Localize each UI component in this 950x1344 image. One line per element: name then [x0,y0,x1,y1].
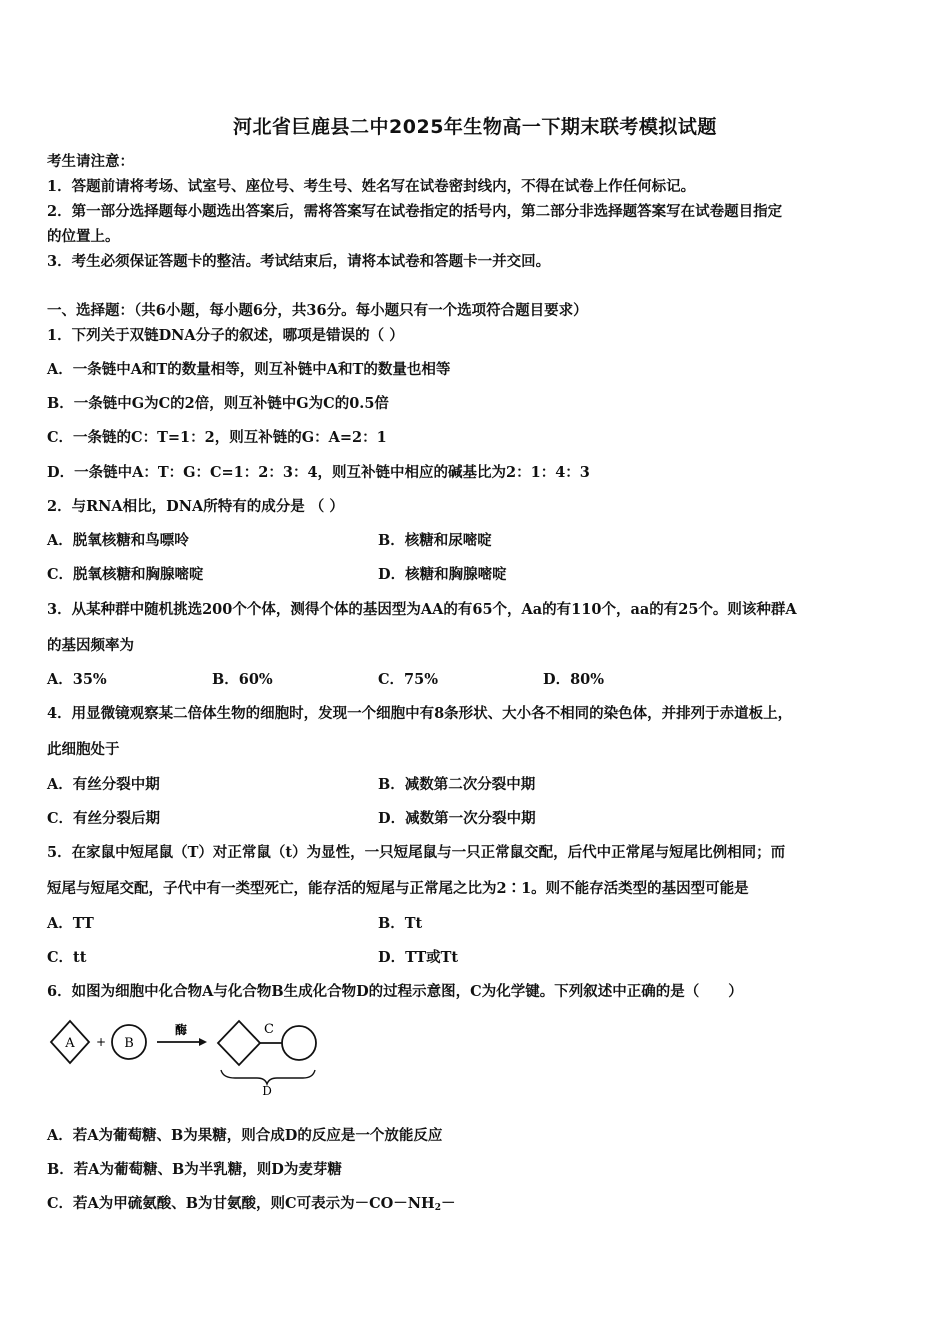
q3-stem-cont: 的基因频率为 [47,637,134,654]
q6-option-c [47,1194,455,1218]
enzyme-label: 酶 [174,1023,188,1037]
notice-item-1: 1．答题前请将考场、试室号、座位号、考生号、姓名写在试卷密封线内，不得在试卷上作任何标记。 [47,178,696,195]
q5-option-a: A．TT [47,915,94,932]
q4-stem: 4．用显微镜观察某二倍体生物的细胞时，发现一个细胞中有8条形状、大小各不相同的染色体，并排列于赤道板上， [47,705,793,722]
label-c: C [264,1022,274,1037]
label-a: A [65,1036,75,1051]
q1-stem: 1．下列关于双链DNA分子的叙述，哪项是错误的（ ） [47,327,404,344]
section-heading: 一、选择题：（共6小题，每小题6分，共36分。每小题只有一个选项符合题目要求） [47,302,588,319]
q4-option-a: A．有丝分裂中期 [47,776,160,793]
reaction-arrow-head [199,1038,207,1046]
q6-option-c-end: － [440,1195,456,1212]
notice-heading: 考生请注意： [47,153,134,170]
q2-option-c: C．脱氧核糖和胸腺嘧啶 [47,566,204,583]
q2-option-b: B．核糖和尿嘧啶 [378,532,492,549]
q5-option-c: C．tt [47,949,87,966]
product-circle [282,1026,316,1060]
q4-stem-cont: 此细胞处于 [47,741,120,758]
q2-stem: 2．与RNA相比，DNA所特有的成分是 （ ） [47,498,344,515]
label-d: D [262,1084,272,1097]
q3-option-d: D．80% [543,671,605,688]
label-b: B [124,1036,134,1051]
plus-sign: + [95,1035,107,1049]
q1-option-b: B．一条链中G为C的2倍，则互补链中G为C的0.5倍 [47,395,389,412]
q4-option-c: C．有丝分裂后期 [47,810,161,827]
brace-d [221,1070,315,1084]
q1-option-c: C．一条链的C：T=1：2，则互补链的G：A=2：1 [47,429,387,446]
page-title: 河北省巨鹿县二中2025年生物高一下期末联考模拟试题 [233,116,717,138]
q1-option-d: D．一条链中A：T：G：C=1：2：3：4，则互补链中相应的碱基比为2：1：4：3 [47,464,590,481]
q5-option-d: D．TT或Tt [378,949,459,966]
notice-item-3: 3．考生必须保证答题卡的整洁。考试结束后，请将本试卷和答题卡一并交回。 [47,253,551,270]
q3-option-a: A．35% [47,671,107,688]
q2-option-d: D．核糖和胸腺嘧啶 [378,566,507,583]
reaction-diagram [45,1012,335,1097]
q6-option-c-subscript: 2 [434,1203,441,1213]
q2-option-a: A．脱氧核糖和鸟嘌呤 [47,532,189,549]
q5-stem-cont: 短尾与短尾交配，子代中有一类型死亡，能存活的短尾与正常尾之比为2∶1。则不能存活类型的基因型可能是 [47,880,749,897]
q4-option-b: B．减数第二次分裂中期 [378,776,536,793]
q6-option-b: B．若A为葡萄糖、B为半乳糖，则D为麦芽糖 [47,1161,342,1178]
q3-stem: 3．从某种群中随机挑选200个个体，测得个体的基因型为AA的有65个，Aa的有110个，aa的有25个。则该种群A [47,601,797,618]
q5-stem: 5．在家鼠中短尾鼠（T）对正常鼠（t）为显性，一只短尾鼠与一只正常鼠交配，后代中正常尾与短尾比例相同；而 [47,844,786,861]
notice-item-2-cont: 的位置上。 [47,228,120,245]
q6-option-a: A．若A为葡萄糖、B为果糖，则合成D的反应是一个放能反应 [47,1127,443,1144]
q6-option-c-text: C．若A为甲硫氨酸、B为甘氨酸，则C可表示为－CO－NH [47,1195,435,1212]
q4-option-d: D．减数第一次分裂中期 [378,810,536,827]
q5-option-b: B．Tt [378,915,423,932]
q1-option-a: A．一条链中A和T的数量相等，则互补链中A和T的数量也相等 [47,361,451,378]
q6-stem: 6．如图为细胞中化合物A与化合物B生成化合物D的过程示意图，C为化学键。下列叙述中正确的是（ ） [47,983,743,1000]
product-diamond [218,1021,260,1065]
q3-option-b: B．60% [212,671,273,688]
q3-option-c: C．75% [378,671,438,688]
notice-item-2: 2．第一部分选择题每小题选出答案后，需将答案写在试卷指定的括号内，第二部分非选择题答案写在试卷题目指定 [47,203,783,220]
